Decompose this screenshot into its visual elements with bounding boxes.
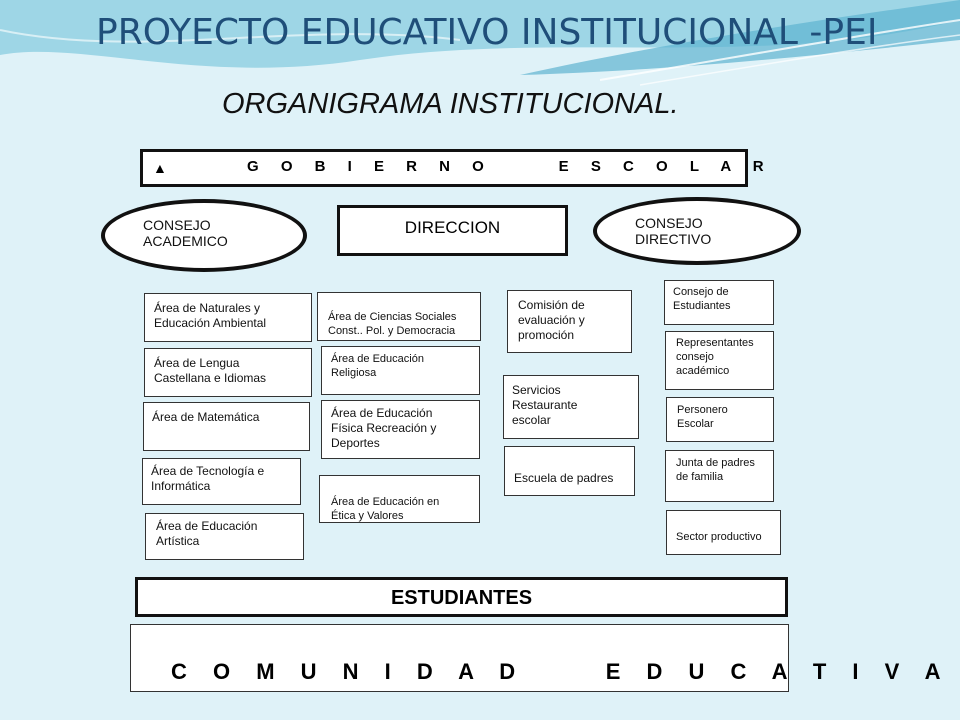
- area-line: Área de Educación: [331, 353, 424, 365]
- box-line: Junta de padres: [676, 457, 755, 469]
- area-line: Informática: [151, 479, 211, 493]
- area-lengua-box: [144, 348, 312, 397]
- box-line: Consejo de: [673, 286, 729, 298]
- box-line: Escolar: [677, 417, 714, 430]
- box-line: promoción: [518, 328, 575, 342]
- area-line: Área de Educación en: [331, 496, 440, 508]
- area-line: Artística: [156, 534, 200, 548]
- comunidad-educativa-box: [130, 624, 951, 692]
- consejo-directivo-line1: CONSEJO: [635, 215, 703, 231]
- gobierno-escolar-box: [140, 149, 773, 187]
- box-line: de familia: [676, 470, 724, 483]
- area-line: Religiosa: [331, 366, 377, 379]
- box-line: Sector productivo: [676, 531, 762, 543]
- area-line: Área de Tecnología e: [151, 464, 265, 478]
- estudiantes-box: ESTUDIANTES: [135, 577, 788, 617]
- area-tecnologia-box: [142, 458, 301, 505]
- area-line: Área de Educación: [156, 519, 258, 533]
- area-naturales-box: [144, 293, 312, 342]
- area-line: Área de Matemática: [152, 410, 260, 424]
- box-line: Personero: [677, 404, 728, 416]
- consejo-academico-line1: CONSEJO: [143, 217, 211, 233]
- box-line: académico: [676, 364, 730, 377]
- up-arrow-icon: ▲: [153, 160, 167, 176]
- servicios-restaurante-box: [503, 375, 639, 439]
- area-artistica-box: [145, 513, 304, 560]
- area-line: Educación Ambiental: [154, 316, 267, 330]
- box-line: Servicios: [512, 383, 561, 397]
- area-fisica-box: [321, 400, 480, 459]
- box-line: evaluación y: [518, 313, 585, 327]
- comision-evaluacion-box: [507, 290, 632, 353]
- sector-productivo-box: [666, 510, 781, 555]
- area-line: Física Recreación y: [331, 421, 437, 435]
- area-line: Castellana e Idiomas: [154, 371, 267, 385]
- gobierno-escolar-label: G O B I E R N O E S C O L A R: [247, 158, 773, 175]
- escuela-padres-box: [504, 446, 635, 496]
- direccion-box: DIRECCION: [337, 205, 568, 256]
- area-line: Área de Educación: [331, 406, 433, 420]
- box-line: escolar: [512, 413, 551, 427]
- consejo-directivo-ellipse: [593, 197, 801, 265]
- consejo-academico-ellipse: [101, 199, 307, 272]
- box-line: Estudiantes: [673, 299, 731, 312]
- area-etica-box: [319, 475, 480, 523]
- representantes-box: [665, 331, 774, 390]
- personero-box: [666, 397, 774, 442]
- consejo-directivo-line2: DIRECTIVO: [635, 231, 712, 247]
- box-line: Comisión de: [518, 298, 585, 312]
- area-line: Const.. Pol. y Democracia: [328, 324, 456, 337]
- area-religiosa-box: [321, 346, 480, 395]
- box-line: consejo: [676, 350, 714, 363]
- area-line: Área de Lengua: [154, 356, 240, 370]
- area-ciencias-sociales-box: [317, 292, 481, 341]
- consejo-academico-line2: ACADEMICO: [143, 233, 228, 249]
- diagram-subtitle: ORGANIGRAMA INSTITUCIONAL.: [222, 88, 679, 120]
- box-line: Restaurante: [512, 398, 578, 412]
- area-line: Área de Ciencias Sociales: [328, 311, 457, 323]
- junta-padres-box: [665, 450, 774, 502]
- area-line: Ética y Valores: [331, 509, 404, 522]
- box-line: Representantes: [676, 337, 754, 349]
- consejo-estudiantes-box: [664, 280, 774, 325]
- area-line: Deportes: [331, 436, 380, 450]
- area-line: Área de Naturales y: [154, 301, 261, 315]
- box-line: Escuela de padres: [514, 471, 614, 485]
- page-title: PROYECTO EDUCATIVO INSTITUCIONAL -PEI: [96, 12, 878, 53]
- area-matematica-box: [143, 402, 310, 451]
- comunidad-educativa-label: C O M U N I D A D E D U C A T I V A: [171, 659, 951, 684]
